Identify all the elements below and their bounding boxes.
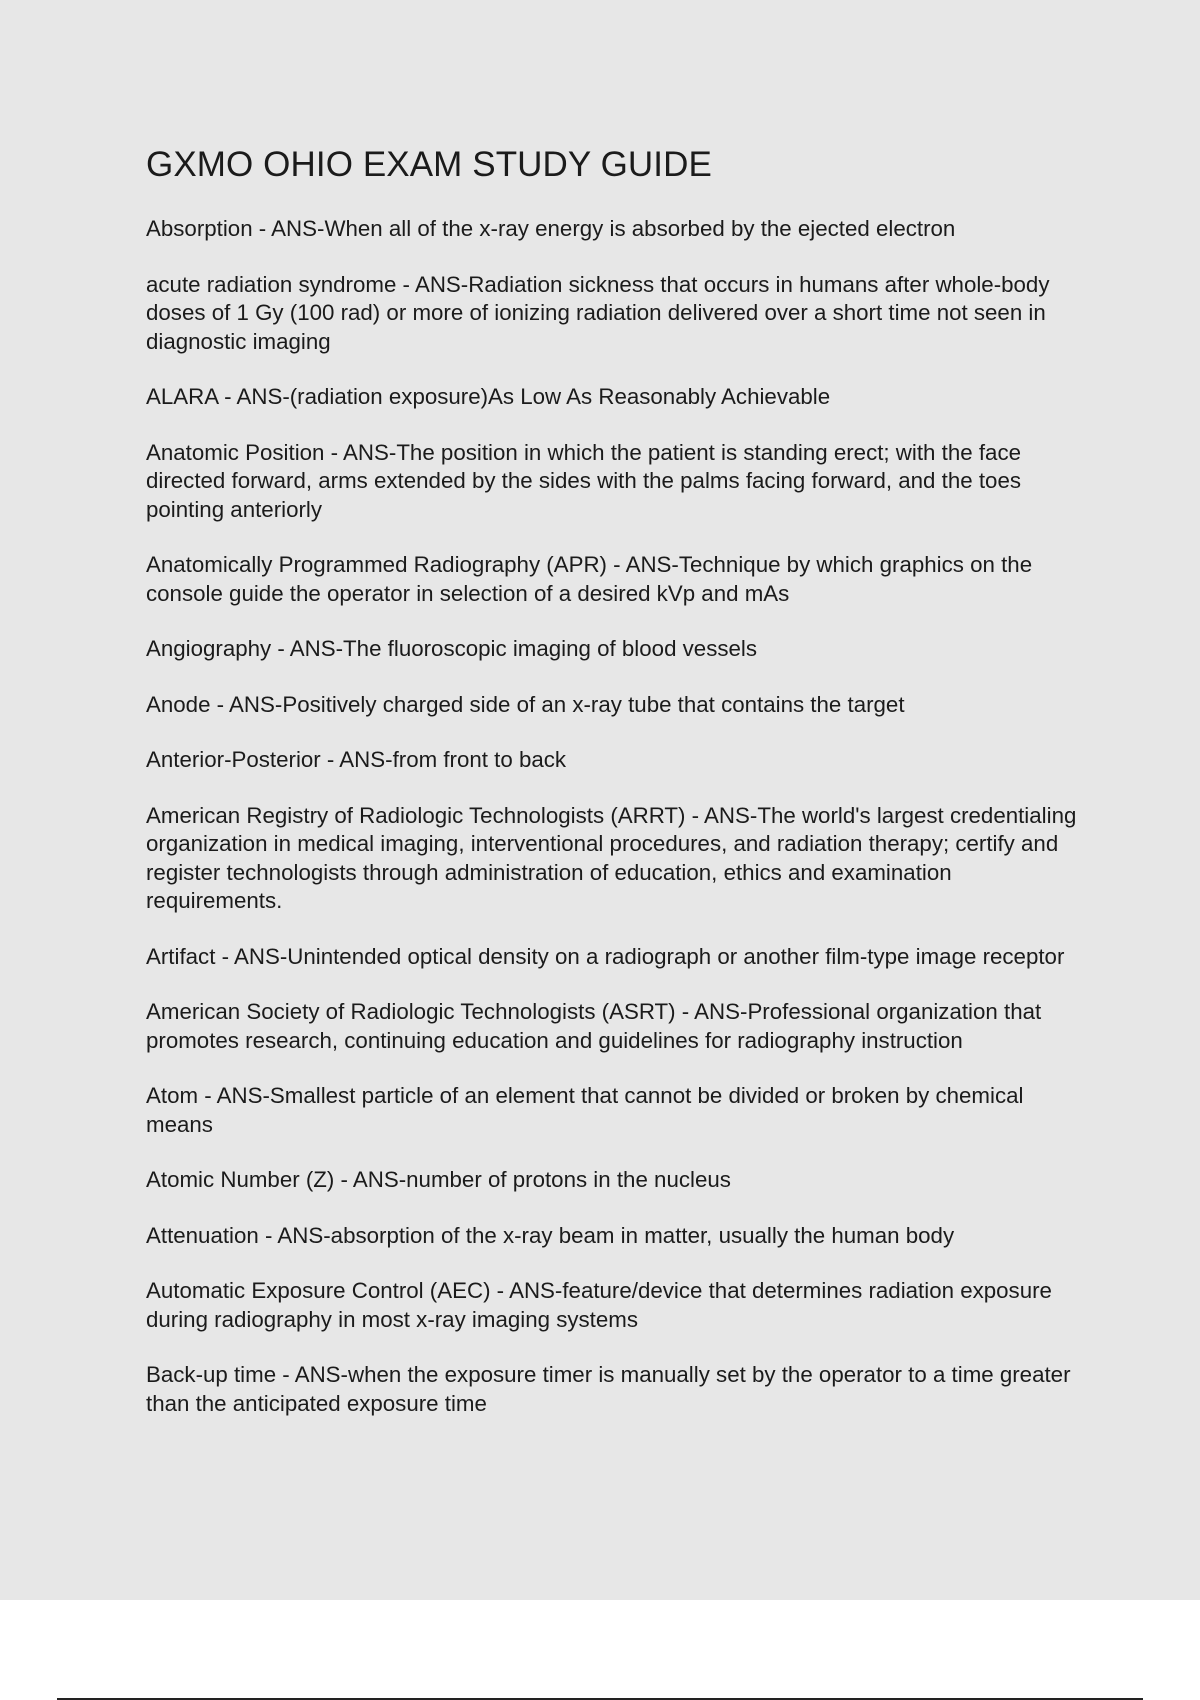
glossary-entry: Absorption - ANS-When all of the x-ray energy is absorbed by the ejected electron — [146, 216, 956, 241]
glossary-entry: American Registry of Radiologic Technologists (ARRT) - ANS-The world's largest credentialing organization in medical imaging, interventional procedures, and radiation therapy; certify and register technologists through administration of education, ethics and examination requirements. — [146, 802, 1077, 913]
document-title: GXMO OHIO EXAM STUDY GUIDE — [146, 145, 712, 184]
glossary-entry: Anterior-Posterior - ANS-from front to back — [146, 747, 567, 772]
glossary-entry: Back-up time - ANS-when the exposure timer is manually set by the operator to a time greater than the anticipated exposure time — [146, 1362, 1071, 1416]
glossary-entry: American Society of Radiologic Technologists (ASRT) - ANS-Professional organization that promotes research, continuing education and guidelines for radiography instruction — [146, 999, 1042, 1053]
glossary-entry: Attenuation - ANS-absorption of the x-ray beam in matter, usually the human body — [146, 1222, 955, 1248]
glossary-entry: Anode - ANS-Positively charged side of an x-ray tube that contains the target — [146, 691, 905, 717]
glossary-entry: acute radiation syndrome - ANS-Radiation sickness that occurs in humans after whole-body doses of 1 Gy (100 rad) or more of ionizing radiation delivered over a short time not seen in diagnostic imaging — [146, 271, 1050, 354]
glossary-entry: Atomic Number (Z) - ANS-number of protons in the nucleus — [146, 1167, 731, 1192]
glossary-entry: Artifact - ANS-Unintended optical density on a radiograph or another film-type image receptor — [146, 943, 1065, 969]
glossary-entry: Anatomic Position - ANS-The position in which the patient is standing erect; with the face directed forward, arms extended by the sides with the palms facing forward, and the toes pointing anteriorly — [146, 439, 1021, 522]
document-content — [146, 142, 1086, 1445]
glossary-entry: Atom - ANS-Smallest particle of an element that cannot be divided or broken by chemical means — [146, 1083, 1024, 1137]
glossary-entry: Angiography - ANS-The fluoroscopic imaging of blood vessels — [146, 636, 758, 661]
glossary-entry: Anatomically Programmed Radiography (APR) - ANS-Technique by which graphics on the console guide the operator in selection of a desired kVp and mAs — [146, 552, 1033, 606]
glossary-entry: ALARA - ANS-(radiation exposure)As Low As Reasonably Achievable — [146, 384, 831, 409]
glossary-entry: Automatic Exposure Control (AEC) - ANS-feature/device that determines radiation exposure during radiography in most x-ray imaging systems — [146, 1278, 1052, 1332]
